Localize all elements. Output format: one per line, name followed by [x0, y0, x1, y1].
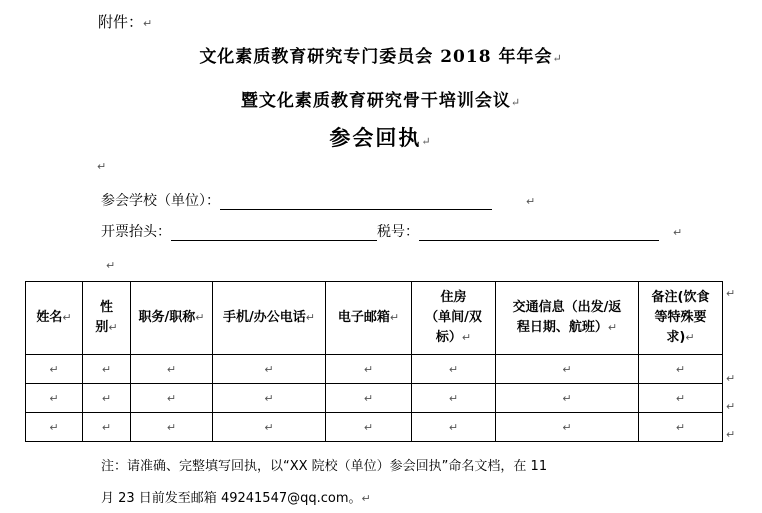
- table-row: [26, 413, 723, 442]
- table-cell[interactable]: ↵: [26, 384, 83, 413]
- table-cell[interactable]: ↵: [213, 355, 326, 384]
- tax-blank[interactable]: [419, 225, 659, 241]
- table-cell[interactable]: ↵: [326, 355, 412, 384]
- column-header-line: 备注(饮食: [651, 290, 710, 305]
- paragraph-mark: ↵: [106, 259, 116, 272]
- registration-table: [25, 281, 723, 442]
- row-end-mark: ↵: [726, 287, 736, 300]
- column-header: 手机/办公电话↵: [213, 282, 326, 355]
- paragraph-mark: ↵: [97, 160, 107, 173]
- column-header-line: 别: [95, 320, 109, 335]
- table-cell[interactable]: ↵: [131, 355, 213, 384]
- column-header: 电子邮箱↵: [326, 282, 412, 355]
- table-cell[interactable]: ↵: [83, 384, 131, 413]
- school-label: 参会学校（单位）：: [101, 193, 220, 209]
- column-header: 性 别↵: [83, 282, 131, 355]
- column-header-line: 职务/职称: [138, 310, 196, 325]
- column-header-line: 性: [99, 300, 113, 315]
- column-header: 姓名↵: [26, 282, 83, 355]
- column-header-line: 姓名: [36, 310, 63, 325]
- table-cell[interactable]: ↵: [639, 355, 723, 384]
- table-cell[interactable]: ↵: [131, 384, 213, 413]
- column-header-line: 程日期、航班）: [516, 320, 608, 335]
- invoice-blank[interactable]: [171, 225, 377, 241]
- document-title: 参会回执↵: [329, 125, 433, 150]
- tax-label: 税号：: [377, 224, 419, 240]
- row-end-mark: ↵: [726, 372, 736, 385]
- column-header: 交通信息（出发/返 程日期、航班）↵: [496, 282, 639, 355]
- table-cell[interactable]: ↵: [639, 384, 723, 413]
- table-row: [26, 355, 723, 384]
- column-header-line: 求): [666, 330, 686, 345]
- invoice-label: 开票抬头：: [101, 224, 171, 240]
- school-blank[interactable]: [220, 194, 492, 210]
- table-cell[interactable]: ↵: [412, 384, 496, 413]
- column-header: 备注(饮食 等特殊要 求)↵: [639, 282, 723, 355]
- column-header-line: 标）: [435, 330, 462, 345]
- table-cell[interactable]: ↵: [213, 384, 326, 413]
- table-cell[interactable]: ↵: [26, 413, 83, 442]
- school-field: 参会学校（单位）： ↵: [101, 193, 536, 209]
- column-header: 职务/职称↵: [131, 282, 213, 355]
- table-row: [26, 384, 723, 413]
- title-line-1: 文化素质教育研究专门委员会 2018 年年会↵: [199, 47, 563, 67]
- column-header-line: 电子邮箱: [337, 310, 390, 325]
- table-cell[interactable]: ↵: [26, 355, 83, 384]
- table-cell[interactable]: ↵: [496, 355, 639, 384]
- table-cell[interactable]: ↵: [639, 413, 723, 442]
- title-line-2: 暨文化素质教育研究骨干培训会议↵: [240, 91, 522, 111]
- column-header: 住房 （单间/双 标）↵: [412, 282, 496, 355]
- table-cell[interactable]: ↵: [326, 384, 412, 413]
- column-header-line: （单间/双: [425, 310, 482, 325]
- table-cell[interactable]: ↵: [412, 355, 496, 384]
- column-header-line: 住房: [440, 290, 467, 305]
- table-header-row: [26, 282, 723, 355]
- table-cell[interactable]: ↵: [213, 413, 326, 442]
- table-cell[interactable]: ↵: [83, 413, 131, 442]
- table-cell[interactable]: ↵: [496, 384, 639, 413]
- invoice-field: 开票抬头： 税号： ↵: [101, 224, 683, 240]
- attachment-label: 附件：↵: [98, 13, 153, 31]
- table-cell[interactable]: ↵: [326, 413, 412, 442]
- note-line-2: 月 23 日前发至邮箱 49241547@qq.com。↵: [101, 491, 371, 506]
- table-cell[interactable]: ↵: [496, 413, 639, 442]
- table-cell[interactable]: ↵: [412, 413, 496, 442]
- table-cell[interactable]: ↵: [131, 413, 213, 442]
- row-end-mark: ↵: [726, 400, 736, 413]
- column-header-line: 等特殊要: [654, 310, 707, 325]
- table-cell[interactable]: ↵: [83, 355, 131, 384]
- column-header-line: 手机/办公电话: [223, 310, 306, 325]
- note-line-1: 注：请准确、完整填写回执，以“XX 院校（单位）参会回执”命名文档，在 11: [101, 459, 548, 474]
- row-end-mark: ↵: [726, 428, 736, 441]
- column-header-line: 交通信息（出发/返: [512, 300, 622, 315]
